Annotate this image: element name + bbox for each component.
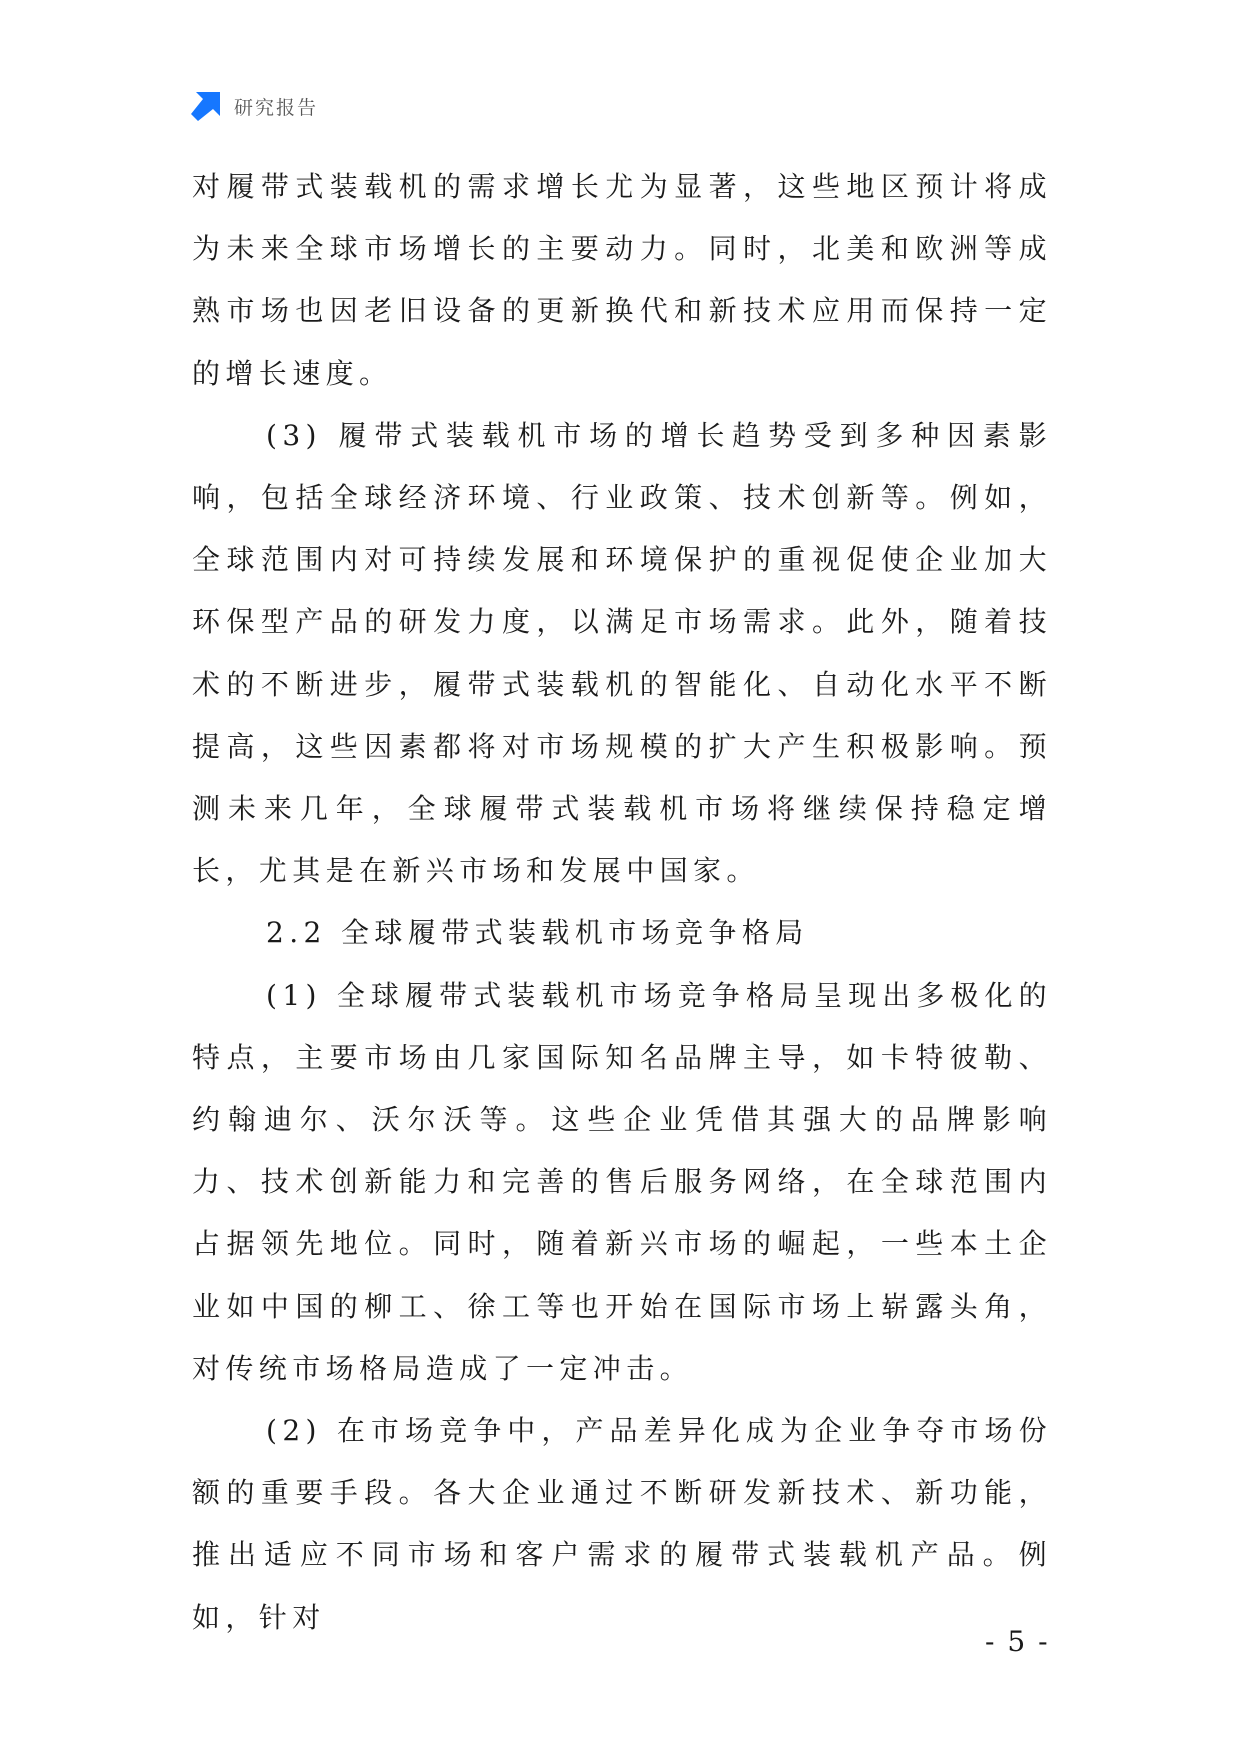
document-body bbox=[192, 156, 1052, 1649]
page-number: - 5 - bbox=[985, 1625, 1050, 1658]
paragraph-item-1: (1) 全球履带式装载机市场竞争格局呈现出多极化的特点，主要市场由几家国际知名品牌主导，如卡特彼勒、约翰迪尔、沃尔沃等。这些企业凭借其强大的品牌影响力、技术创新能力和完善的售后服务网络，在全球范围内占据领先地位。同时，随着新兴市场的崛起，一些本土企业如中国的柳工、徐工等也开始在国际市场上崭露头角，对传统市场格局造成了一定冲击。 bbox=[192, 978, 1052, 1385]
section-heading: 2.2 全球履带式装载机市场竞争格局 bbox=[266, 916, 809, 950]
arrow-up-right-icon bbox=[190, 90, 222, 122]
report-header bbox=[190, 88, 318, 124]
header-title: 研究报告 bbox=[234, 96, 319, 119]
paragraph-continuation: 对履带式装载机的需求增长尤为显著，这些地区预计将成为未来全球市场增长的主要动力。同时，北美和欧洲等成熟市场也因老旧设备的更新换代和新技术应用而保持一定的增长速度。 bbox=[192, 170, 1052, 390]
paragraph-item-3: (3) 履带式装载机市场的增长趋势受到多种因素影响，包括全球经济环境、行业政策、技术创新等。例如，全球范围内对可持续发展和环境保护的重视促使企业加大环保型产品的研发力度，以满足市场需求。此外，随着技术的不断进步，履带式装载机的智能化、自动化水平不断提高，这些因素都将对市场规模的扩大产生积极影响。预测未来几年，全球履带式装载机市场将继续保持稳定增长，尤其是在新兴市场和发展中国家。 bbox=[192, 418, 1052, 888]
paragraph-item-2: (2) 在市场竞争中，产品差异化成为企业争夺市场份额的重要手段。各大企业通过不断研发新技术、新功能，推出适应不同市场和客户需求的履带式装载机产品。例如，针对 bbox=[192, 1414, 1052, 1634]
